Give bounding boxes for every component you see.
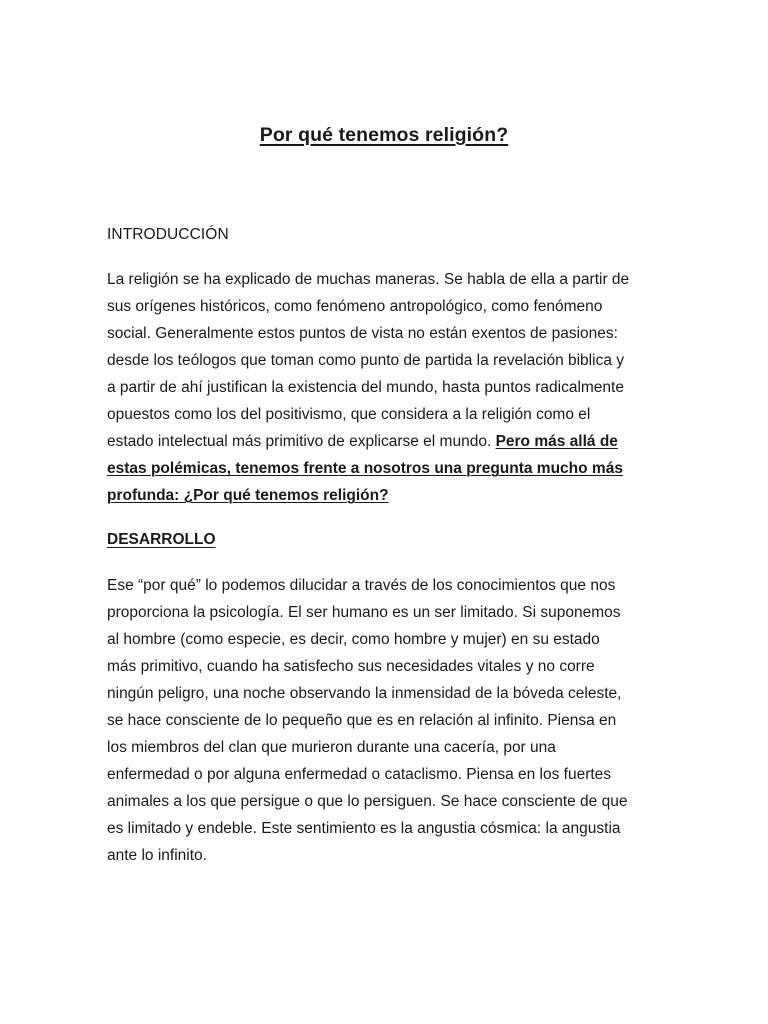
intro-emphasis-line: profunda: ¿Por qué tenemos religión? [107,487,389,504]
development-line: más primitivo, cuando ha satisfecho sus necesidades vitales y no corre [107,658,595,675]
development-heading: DESARROLLO [107,531,216,548]
intro-line: opuestos como los del positivismo, que considera a la religión como el [107,406,591,423]
intro-emphasis-line: estas polémicas, tenemos frente a nosotros una pregunta mucho más [107,460,623,477]
development-paragraph [107,572,667,869]
intro-line: social. Generalmente estos puntos de vista no están exentos de pasiones: [107,325,618,342]
development-line: proporciona la psicología. El ser humano es un ser limitado. Si suponemos [107,604,621,621]
development-line: enfermedad o por alguna enfermedad o cataclismo. Piensa en los fuertes [107,766,612,783]
development-line: es limitado y endeble. Este sentimiento es la angustia cósmica: la angustia [107,820,621,837]
development-line: animales a los que persigue o que lo persiguen. Se hace consciente de que [107,793,628,810]
development-line: al hombre (como especie, es decir, como hombre y mujer) en su estado [107,631,600,648]
development-line: ante lo infinito. [107,847,207,864]
intro-line: desde los teólogos que toman como punto de partida la revelación biblica y [107,352,624,369]
development-line: ningún peligro, una noche observando la inmensidad de la bóveda celeste, [107,685,622,702]
development-line: los miembros del clan que murieron durante una cacería, por una [107,739,556,756]
intro-heading: INTRODUCCIÓN [107,226,229,243]
intro-line: La religión se ha explicado de muchas maneras. Se habla de ella a partir de [107,271,630,288]
development-line: Ese “por qué” lo podemos dilucidar a través de los conocimientos que nos [107,577,616,594]
intro-line: a partir de ahí justifican la existencia del mundo, hasta puntos radicalmente [107,379,624,396]
intro-emphasis-start: Pero más allá de [495,433,618,450]
intro-line: sus orígenes históricos, como fenómeno antropológico, como fenómeno [107,298,603,315]
intro-line-mixed [107,428,667,455]
intro-line-plain-part: estado intelectual más primitivo de explicarse el mundo. [107,433,496,450]
development-line: se hace consciente de lo pequeño que es en relación al infinito. Piensa en [107,712,617,729]
document-title: Por qué tenemos religión? [259,124,509,146]
intro-paragraph [107,266,667,509]
